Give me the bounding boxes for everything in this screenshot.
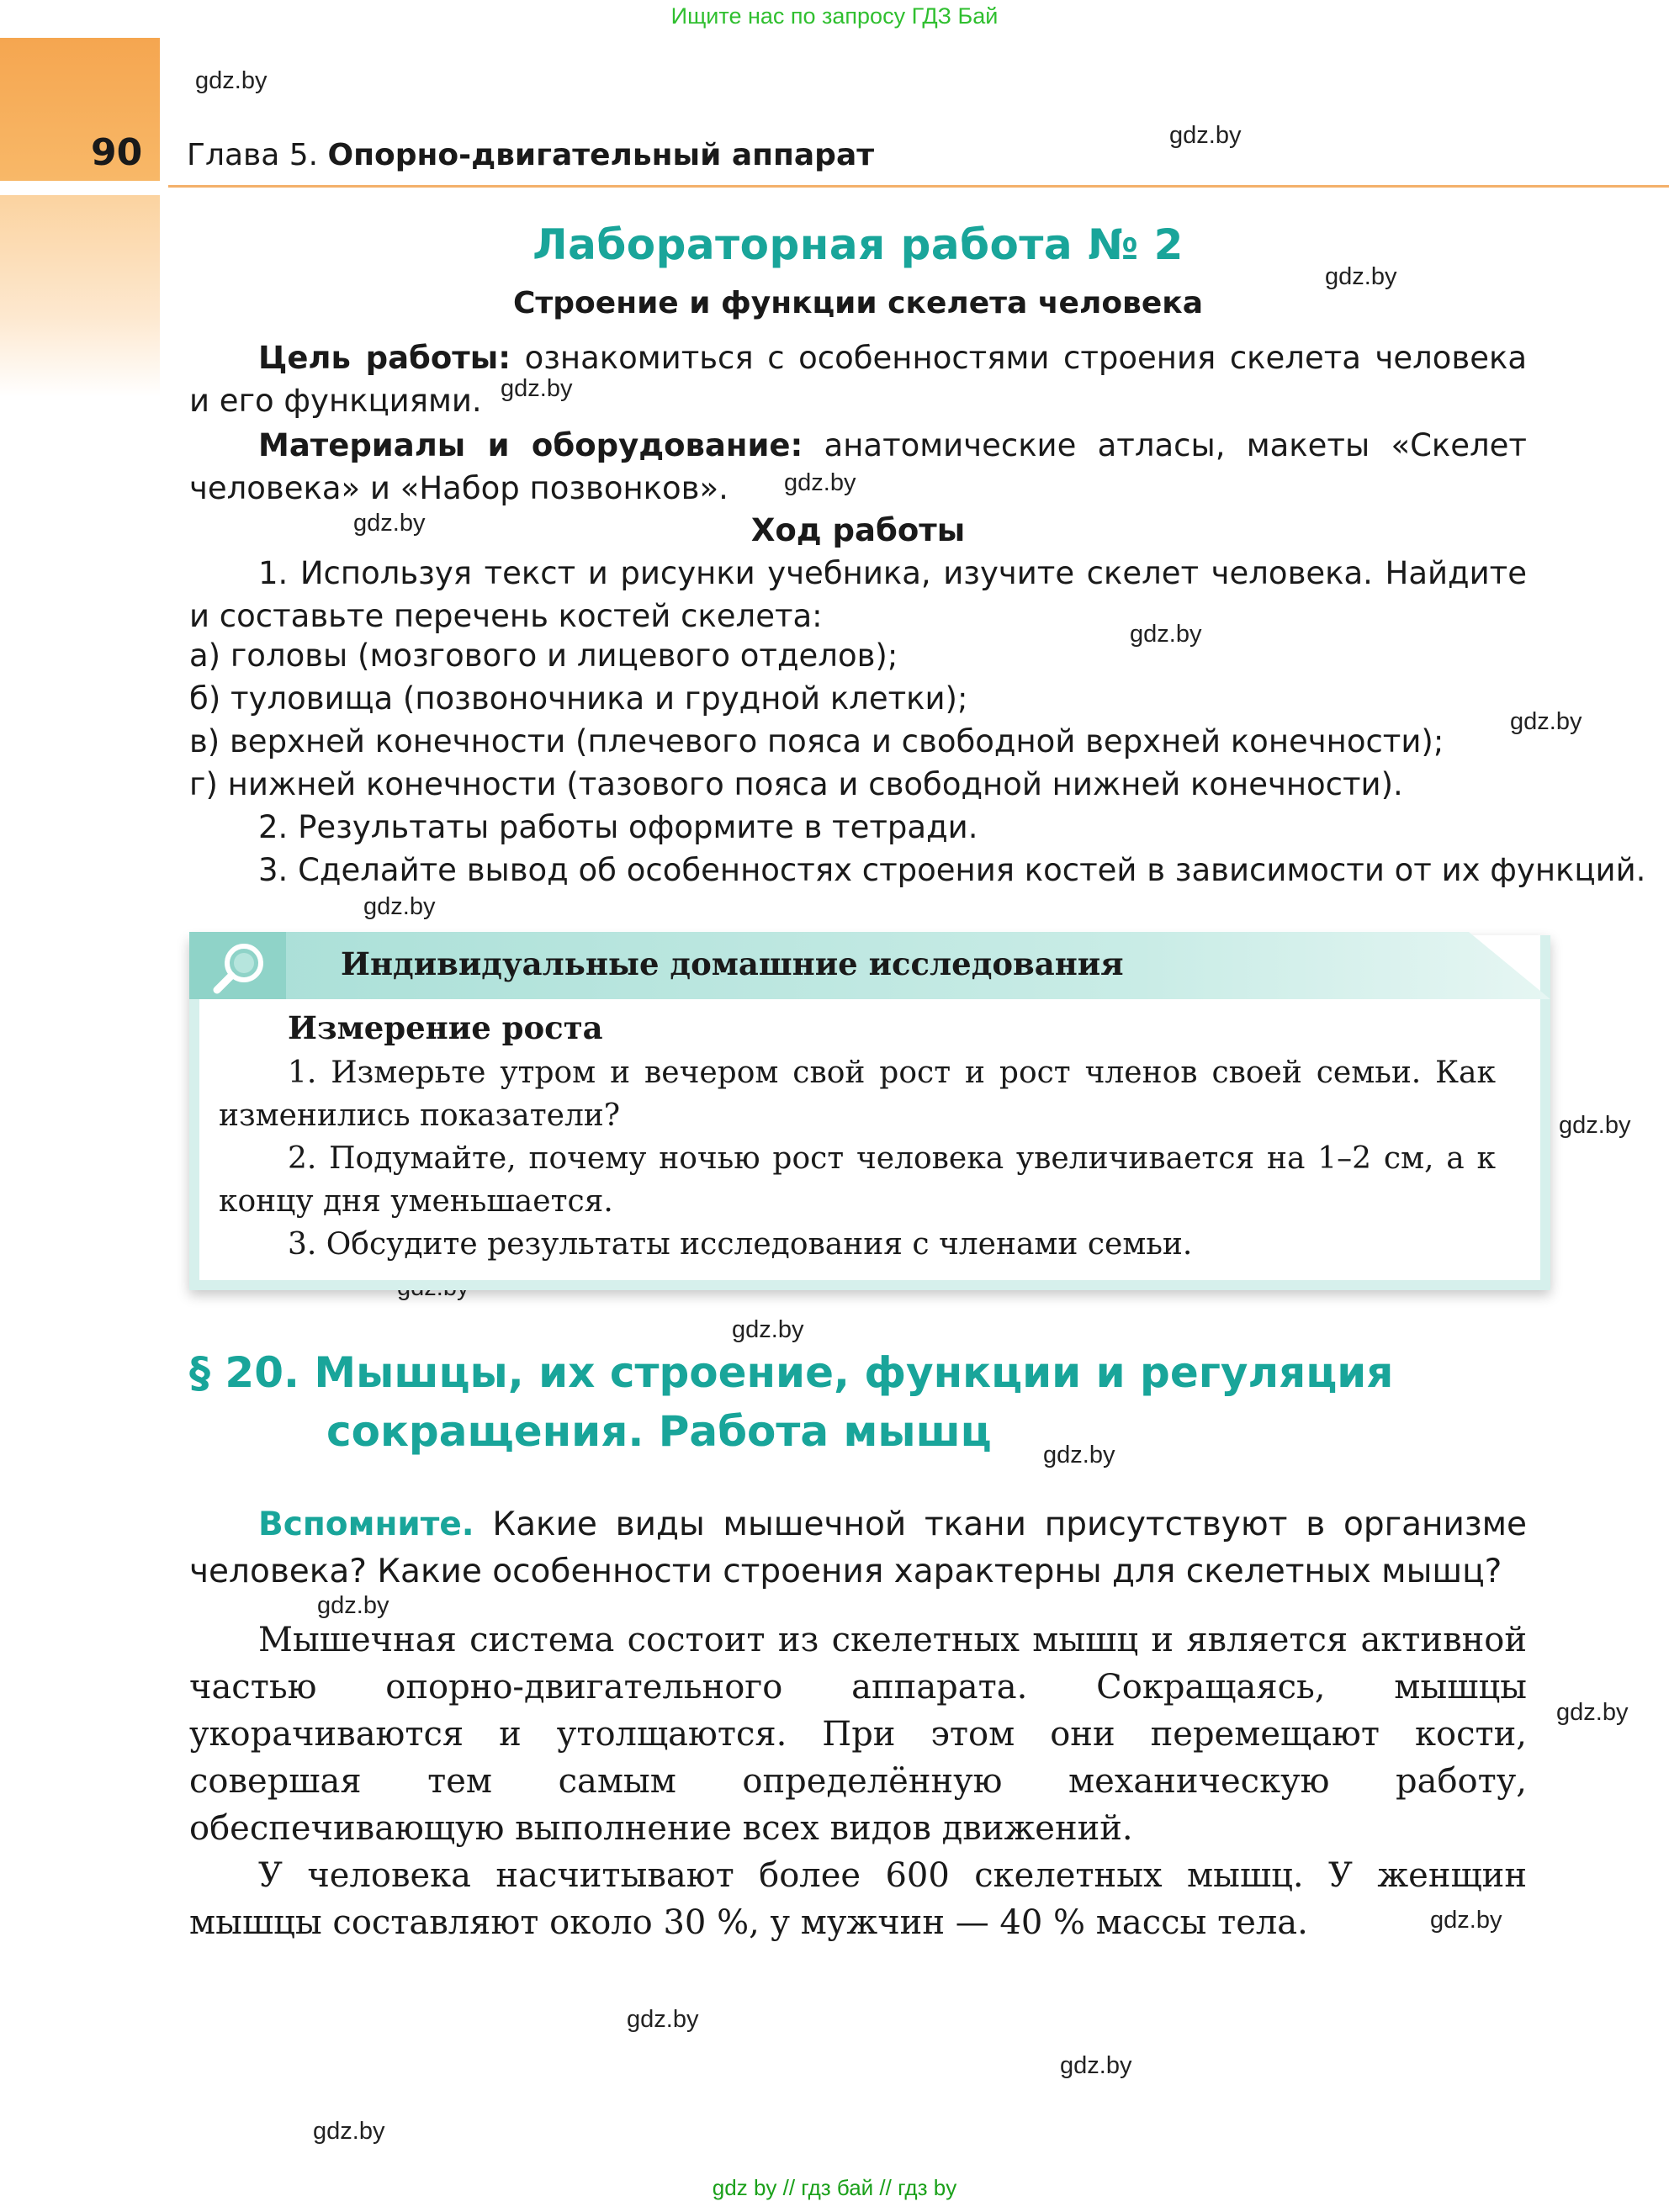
lab-step-1: 1. Используя текст и рисунки учебника, изучите скелет человека. Найдите и составьте перечень костей скелета:: [189, 555, 1527, 634]
goal-label: Цель работы:: [258, 340, 511, 376]
lab-materials: [189, 424, 1527, 510]
watermark: gdz.by: [627, 2006, 699, 2033]
materials-label: Материалы и оборудование:: [258, 427, 803, 463]
page-tab-fade: [0, 195, 160, 397]
research-item: 3. Обсудите результаты исследования с членами семьи.: [288, 1227, 1193, 1262]
research-item: 2. Подумайте, почему ночью рост человека увеличивается на 1–2 см, а к концу дня уменьшается.: [219, 1141, 1496, 1219]
watermark: gdz.by: [1556, 1699, 1629, 1726]
watermark: gdz.by: [1559, 1112, 1631, 1139]
watermark: gdz.by: [195, 67, 268, 94]
watermark: gdz.by: [501, 375, 573, 402]
watermark: gdz.by: [313, 2118, 385, 2145]
header-rule: [168, 185, 1669, 188]
research-title: Индивидуальные домашние исследования: [341, 945, 1124, 982]
lab-item: б) туловища (позвоночника и грудной клетки);: [189, 680, 968, 717]
section-title-line-1: Мышцы, их строение, функции и регуляция: [299, 1348, 1394, 1397]
watermark: gdz.by: [1510, 708, 1582, 735]
lab-step-2: 2. Результаты работы оформите в тетради.: [258, 809, 978, 845]
research-subtitle: Измерение роста: [288, 1009, 603, 1046]
watermark: gdz.by: [353, 510, 426, 537]
watermark: gdz.by: [1169, 122, 1242, 149]
lab-goal: [189, 336, 1527, 422]
watermark: gdz.by: [732, 1316, 804, 1343]
section-title: [189, 1343, 1393, 1402]
lab-title: Лабораторная работа № 2: [532, 220, 1184, 269]
materials-text: анатомические атласы, макеты «Скелет человека» и «Набор позвонков».: [189, 427, 1527, 506]
body-paragraph: Мышечная система состоит из скелетных мышц и является активной частью опорно-двигательного аппарата. Сокращаясь, мышцы укорачиваются и утолщаются. При этом они перемещают кости, совершая тем самым определённую механическую работу, обеспечивающую выполнение всех видов движений.: [189, 1621, 1527, 1848]
page-number: 90: [91, 131, 143, 174]
lab-step-3: 3. Сделайте вывод об особенностях строения костей в зависимости от их функций.: [258, 852, 1646, 888]
remember-label: Вспомните.: [258, 1506, 474, 1543]
lab-subtitle: Строение и функции скелета человека: [513, 286, 1203, 320]
top-banner: Ищите нас по запросу ГДЗ Бай: [670, 3, 999, 29]
chapter-heading: [187, 138, 874, 172]
remember-text: Какие виды мышечной ткани присутствуют в организме человека? Какие особенности строения характерны для скелетных мышц?: [189, 1506, 1527, 1590]
research-item: 1. Измерьте утром и вечером свой рост и рост членов своей семьи. Как изменились показатели?: [219, 1056, 1496, 1133]
watermark: gdz.by: [1130, 621, 1202, 648]
lab-item: а) головы (мозгового и лицевого отделов);: [189, 638, 898, 674]
goal-text: ознакомиться с особенностями строения скелета человека и его функциями.: [189, 340, 1527, 419]
lab-item: в) верхней конечности (плечевого пояса и свободной верхней конечности);: [189, 723, 1444, 759]
section-title-line-2: сокращения. Работа мышц: [326, 1407, 992, 1456]
watermark: gdz.by: [1060, 2052, 1132, 2079]
watermark: gdz.by: [363, 893, 436, 920]
watermark: gdz.by: [317, 1592, 389, 1619]
watermark: gdz.by: [1430, 1907, 1502, 1934]
chapter-title: Опорно-двигательный аппарат: [327, 138, 875, 172]
remember-block: [189, 1501, 1527, 1595]
magnifier-icon: [210, 938, 271, 995]
footer-links: gdz by // гдз бай // гдз by: [712, 2175, 957, 2200]
chapter-label: Глава 5.: [187, 138, 319, 172]
procedure-title: Ход работы: [750, 512, 966, 548]
lab-item: г) нижней конечности (тазового пояса и свободной нижней конечности).: [189, 766, 1403, 802]
watermark: gdz.by: [1043, 1442, 1115, 1468]
section-number: § 20.: [189, 1348, 299, 1397]
body-paragraph: У человека насчитывают более 600 скелетных мышц. У женщин мышцы составляют около 30 %, у мужчин — 40 % массы тела.: [189, 1856, 1527, 1942]
watermark: gdz.by: [1325, 263, 1397, 290]
watermark: gdz.by: [784, 469, 856, 496]
